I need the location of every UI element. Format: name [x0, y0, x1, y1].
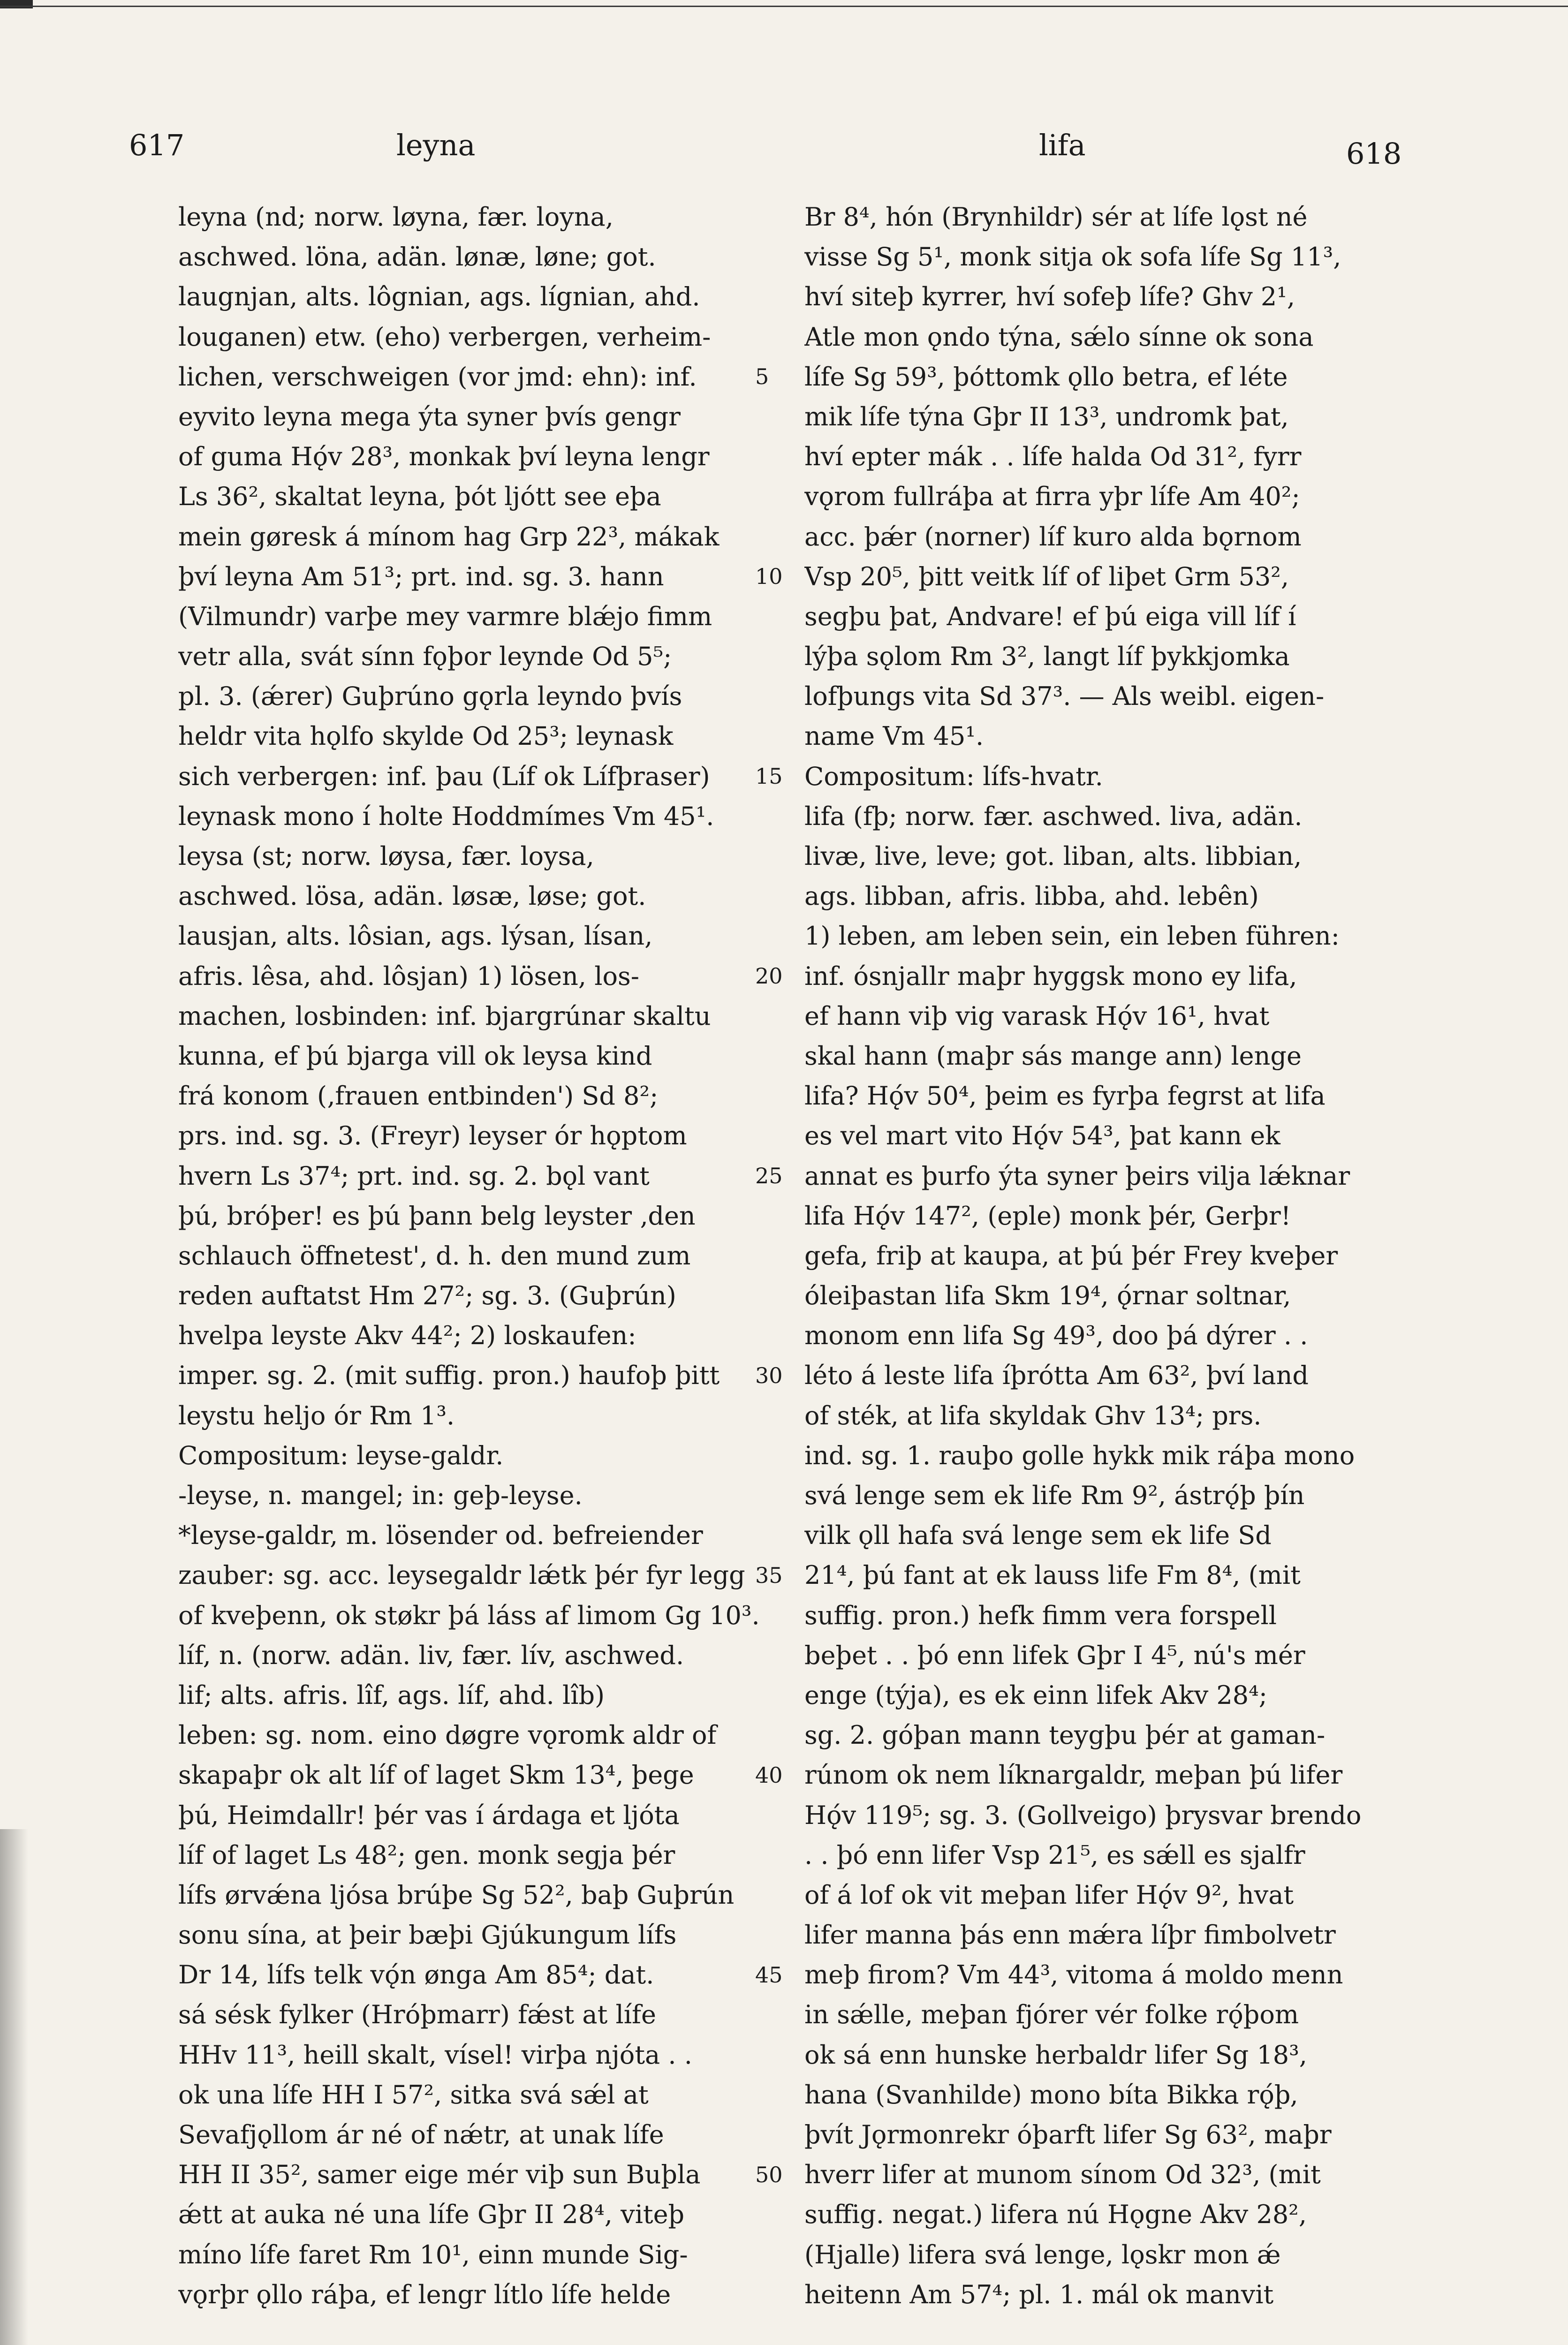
left-column-line: ok una lífe HH I 57², sitka svá sǽl at [178, 2080, 649, 2110]
left-page-number: 617 [129, 128, 185, 162]
right-column-line: Hǫ́v 119⁵; sg. 3. (Gollveigo) þrysvar brendo [804, 1800, 1362, 1830]
right-column-line: Vsp 20⁵, þitt veitk líf of liþet Grm 53², [804, 561, 1289, 591]
left-column-line: mein gøresk á mínom hag Grp 22³, mákak [178, 522, 720, 552]
right-column-line: inf. ósnjallr maþr hyggsk mono ey lifa, [804, 961, 1297, 991]
left-column-line: sich verbergen: inf. þau (Líf ok Lífþraser) [178, 761, 710, 791]
right-column-line: hví siteþ kyrrer, hví sofeþ lífe? Ghv 2¹, [804, 282, 1295, 312]
line-number: 50 [755, 2162, 783, 2187]
left-column-line: heldr vita hǫlfo skylde Od 25³; leynask [178, 721, 674, 751]
page-header [0, 127, 1568, 183]
left-column-line: vǫrþr ǫllo ráþa, ef lengr lítlo lífe helde [178, 2279, 671, 2309]
right-column-line: suffig. pron.) hefk fimm vera forspell [804, 1600, 1277, 1630]
right-column-line: Compositum: lífs-hvatr. [804, 761, 1103, 791]
left-column-line: hvern Ls 37⁴; prt. ind. sg. 2. bǫl vant [178, 1161, 650, 1191]
right-column-line: lifa? Hǫ́v 50⁴, þeim es fyrþa fegrst at lifa [804, 1081, 1326, 1111]
right-column-line: heitenn Am 57⁴; pl. 1. mál ok manvit [804, 2279, 1274, 2309]
right-column-line: livæ, live, leve; got. liban, alts. libbian, [804, 841, 1302, 871]
right-column-line: (Hjalle) lifera svá lenge, lǫskr mon ǽ [804, 2239, 1281, 2269]
left-column-line: lausjan, alts. lôsian, ags. lýsan, lísan, [178, 921, 653, 951]
right-column-line: 1) leben, am leben sein, ein leben führen: [804, 921, 1340, 951]
right-column-line: es vel mart vito Hǫ́v 54³, þat kann ek [804, 1121, 1280, 1151]
right-column-line: Br 8⁴, hón (Brynhildr) sér at lífe lǫst né [804, 202, 1308, 232]
left-column-line: líf, n. (norw. adän. liv, fær. lív, aschwed. [178, 1640, 684, 1670]
right-column-line: vǫrom fullráþa at firra yþr lífe Am 40²; [804, 482, 1300, 512]
right-running-head: lifa [1039, 128, 1086, 162]
right-column-line: þvít Jǫrmonrekr óþarft lifer Sg 63², maþr [804, 2120, 1332, 2149]
left-column-line: þú, bróþer! es þú þann belg leyster ‚den [178, 1201, 696, 1231]
right-column-line: acc. þǽr (norner) líf kuro alda bǫrnom [804, 522, 1302, 552]
left-column-line: HH II 35², samer eige mér viþ sun Buþla [178, 2160, 701, 2190]
left-column-line: afris. lêsa, ahd. lôsjan) 1) lösen, los- [178, 961, 639, 991]
right-column-line: suffig. negat.) lifera nú Hǫgne Akv 28², [804, 2200, 1307, 2230]
left-column-line: louganen) etw. (eho) verbergen, verheim- [178, 322, 711, 352]
left-column-line: frá konom (‚frauen entbinden') Sd 8²; [178, 1081, 659, 1111]
left-column-line: pl. 3. (ǽrer) Guþrúno gǫrla leyndo þvís [178, 681, 682, 711]
right-column-line: ind. sg. 1. rauþo golle hykk mik ráþa mono [804, 1440, 1355, 1470]
right-column-line: léto á leste lifa íþrótta Am 63², því land [804, 1361, 1309, 1391]
right-column-line: hana (Svanhilde) mono bíta Bikka rǫ́þ, [804, 2080, 1298, 2110]
right-column-line: ok sá enn hunske herbaldr lifer Sg 18³, [804, 2040, 1307, 2070]
right-column-line: enge (týja), es ek einn lifek Akv 28⁴; [804, 1680, 1267, 1710]
right-column-line: Atle mon ǫndo týna, sǽlo sínne ok sona [804, 322, 1314, 352]
right-column-line: name Vm 45¹. [804, 721, 984, 751]
left-column-line: zauber: sg. acc. leysegaldr lǽtk þér fyr legg [178, 1560, 745, 1590]
left-column-line: prs. ind. sg. 3. (Freyr) leyser ór hǫptom [178, 1121, 687, 1151]
left-column-line: sonu sína, at þeir bæþi Gjúkungum lífs [178, 1920, 677, 1950]
left-column-line: leynask mono í holte Hoddmímes Vm 45¹. [178, 801, 714, 831]
scan-top-edge [0, 6, 1568, 7]
line-number: 10 [755, 563, 783, 589]
line-number: 5 [755, 363, 769, 389]
left-column-line: lífs ørvǽna ljósa brúþe Sg 52², baþ Guþrún [178, 1880, 735, 1910]
line-number: 25 [755, 1163, 783, 1188]
line-number: 40 [755, 1762, 783, 1788]
right-column-line: in sǽlle, meþan fjórer vér folke rǫ́þom [804, 2000, 1299, 2030]
right-column-line: sg. 2. góþan mann teygþu þér at gaman- [804, 1720, 1326, 1750]
right-column-line: mik lífe týna Gþr II 13³, undromk þat, [804, 401, 1289, 431]
right-column-line: rúnom ok nem líknargaldr, meþan þú lifer [804, 1760, 1343, 1790]
right-column-line: segþu þat, Andvare! ef þú eiga vill líf í [804, 601, 1296, 631]
right-column-line: of á lof ok vit meþan lifer Hǫ́v 9², hvat [804, 1880, 1294, 1910]
right-column-line: lifer manna þás enn mǽra líþr fimbolvetr [804, 1920, 1336, 1950]
right-column-line: monom enn lifa Sg 49³, doo þá dýrer . . [804, 1321, 1308, 1351]
left-column-line: leben: sg. nom. eino døgre vǫromk aldr of [178, 1720, 717, 1750]
left-column-line: reden auftatst Hm 27²; sg. 3. (Guþrún) [178, 1281, 676, 1311]
right-column-line: skal hann (maþr sás mange ann) lenge [804, 1041, 1302, 1071]
right-column-line: lifa (fþ; norw. fær. aschwed. liva, adän. [804, 801, 1303, 831]
left-column-line: aschwed. löna, adän. lønæ, løne; got. [178, 242, 656, 272]
right-column-line: óleiþastan lifa Skm 19⁴, ǫ́rnar soltnar, [804, 1281, 1291, 1311]
left-text-column [178, 197, 762, 2315]
left-column-line: (Vilmundr) varþe mey varmre blǽjo fimm [178, 601, 712, 631]
left-column-line: þú, Heimdallr! þér vas í árdaga et ljóta [178, 1800, 680, 1830]
left-column-line: míno lífe faret Rm 10¹, einn munde Sig- [178, 2239, 688, 2269]
left-column-line: HHv 11³, heill skalt, vísel! virþa njóta . . [178, 2040, 692, 2070]
left-column-line: hvelpa leyste Akv 44²; 2) loskaufen: [178, 1321, 636, 1351]
right-column-line: vilk ǫll hafa svá lenge sem ek life Sd [804, 1520, 1272, 1551]
left-column-line: leysa (st; norw. løysa, fær. loysa, [178, 841, 594, 871]
left-column-line: vetr alla, svát sínn fǫþor leynde Od 5⁵; [178, 642, 672, 672]
line-number: 20 [755, 963, 783, 989]
left-column-line: Sevafjǫllom ár né of nǽtr, at unak lífe [178, 2120, 664, 2149]
right-column-line: ef hann viþ vig varask Hǫ́v 16¹, hvat [804, 1001, 1270, 1031]
left-column-line: schlauch öffnetest', d. h. den mund zum [178, 1241, 691, 1271]
left-column-line: imper. sg. 2. (mit suffig. pron.) haufoþ þitt [178, 1361, 720, 1391]
right-column-line: gefa, friþ at kaupa, at þú þér Frey kveþer [804, 1241, 1338, 1271]
left-column-line: aschwed. lösa, adän. løsæ, løse; got. [178, 881, 646, 911]
left-column-line: -leyse, n. mangel; in: geþ-leyse. [178, 1481, 583, 1510]
left-column-line: machen, losbinden: inf. bjargrúnar skaltu [178, 1001, 711, 1031]
right-column-line: . . þó enn lifer Vsp 21⁵, es sǽll es sjalfr [804, 1840, 1305, 1870]
left-column-line: of guma Hǫ́v 28³, monkak því leyna lengr [178, 442, 710, 472]
line-number: 30 [755, 1362, 783, 1388]
right-column-line: ags. libban, afris. libba, ahd. lebên) [804, 881, 1259, 911]
scan-corner-mark [0, 0, 33, 8]
left-column-line: laugnjan, alts. lôgnian, ags. lígnian, ahd. [178, 282, 700, 312]
right-column-line: svá lenge sem ek life Rm 9², ástrǫ́þ þín [804, 1481, 1305, 1510]
left-column-line: lichen, verschweigen (vor jmd: ehn): inf. [178, 362, 697, 392]
left-column-line: kunna, ef þú bjarga vill ok leysa kind [178, 1041, 652, 1071]
left-column-line: *leyse-galdr, m. lösender od. befreiender [178, 1520, 703, 1551]
left-column-line: leyna (nd; norw. løyna, fær. loyna, [178, 202, 614, 232]
right-column-line: beþet . . þó enn lifek Gþr I 4⁵, nú's mér [804, 1640, 1305, 1670]
left-column-line: sá sésk fylker (Hróþmarr) fǽst at lífe [178, 2000, 656, 2030]
right-column-line: hverr lifer at munom sínom Od 32³, (mit [804, 2160, 1321, 2190]
left-column-line: lif; alts. afris. lîf, ags. líf, ahd. lîb) [178, 1680, 605, 1710]
left-column-line: of kveþenn, ok støkr þá láss af limom Gg 10³. [178, 1600, 760, 1630]
right-column-line: 21⁴, þú fant at ek lauss life Fm 8⁴, (mit [804, 1560, 1301, 1590]
right-column-line: meþ firom? Vm 44³, vitoma á moldo menn [804, 1960, 1343, 1990]
scan-binding-shadow [0, 1829, 28, 2345]
line-number: 45 [755, 1962, 783, 1988]
left-column-line: eyvito leyna mega ýta syner þvís gengr [178, 401, 681, 431]
left-column-line: leystu heljo ór Rm 1³. [178, 1400, 455, 1430]
left-column-line: Compositum: leyse-galdr. [178, 1440, 504, 1470]
right-column-line: lífe Sg 59³, þóttomk ǫllo betra, ef léte [804, 362, 1288, 392]
left-column-line: Ls 36², skaltat leyna, þót ljótt see eþa [178, 482, 661, 512]
left-column-line: því leyna Am 51³; prt. ind. sg. 3. hann [178, 561, 664, 591]
right-text-column [804, 197, 1388, 2315]
right-column-line: lýþa sǫlom Rm 3², langt líf þykkjomka [804, 642, 1290, 672]
right-column-line: annat es þurfo ýta syner þeirs vilja lǽknar [804, 1161, 1350, 1191]
left-running-head: leyna [396, 128, 476, 162]
right-column-line: lifa Hǫ́v 147², (eple) monk þér, Gerþr! [804, 1201, 1291, 1231]
right-column-line: hví epter mák . . lífe halda Od 31², fyrr [804, 442, 1302, 472]
right-column-line: visse Sg 5¹, monk sitja ok sofa lífe Sg 11³, [804, 242, 1341, 272]
line-number: 35 [755, 1562, 783, 1588]
right-column-line: lofþungs vita Sd 37³. — Als weibl. eigen- [804, 681, 1325, 711]
line-number: 15 [755, 763, 783, 789]
left-column-line: ǽtt at auka né una lífe Gþr II 28⁴, viteþ [178, 2200, 685, 2230]
left-column-line: Dr 14, lífs telk vǫ́n ønga Am 85⁴; dat. [178, 1960, 654, 1990]
left-column-line: skapaþr ok alt líf of laget Skm 13⁴, þege [178, 1760, 694, 1790]
left-column-line: líf of laget Ls 48²; gen. monk segja þér [178, 1840, 675, 1870]
right-page-number: 618 [1346, 136, 1402, 171]
right-column-line: of sték, at lifa skyldak Ghv 13⁴; prs. [804, 1400, 1262, 1430]
